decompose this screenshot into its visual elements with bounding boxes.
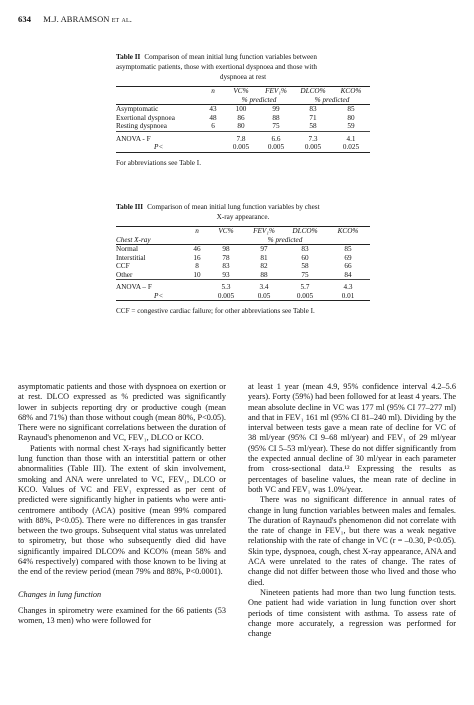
table-header-cell <box>208 236 244 245</box>
table-2-header-row-2 <box>116 96 370 105</box>
table-cell: 0.05 <box>244 292 284 301</box>
table-cell: 71 <box>309 113 317 122</box>
table-cell: 82 <box>260 262 268 270</box>
table-row <box>116 271 370 280</box>
table-cell: Other <box>116 270 133 279</box>
table-row <box>116 254 370 263</box>
table-header-cell: KCO% <box>326 227 370 236</box>
table-cell: ANOVA – F <box>116 280 186 292</box>
table-cell <box>186 292 208 301</box>
table-cell: 6.6 <box>258 131 294 143</box>
table-cell: 6 <box>211 122 215 130</box>
table-row <box>116 262 370 271</box>
table-header-cell <box>326 236 370 245</box>
table-cell: 98 <box>222 245 230 253</box>
table-cell <box>202 131 224 143</box>
table-cell: Asymptomatic <box>116 105 159 113</box>
table-header-cell: VC% <box>208 227 244 236</box>
table-header-cell: n <box>186 227 208 236</box>
table-cell <box>202 143 224 152</box>
table-cell: 43 <box>209 105 217 113</box>
table-anova-row <box>116 131 370 143</box>
table-3-header-row-2 <box>116 236 370 245</box>
table-2-header-row <box>116 87 370 96</box>
table-2 <box>116 52 370 167</box>
table-cell: 97 <box>260 245 268 253</box>
table-cell: ANOVA - F <box>116 131 202 143</box>
table-cell: 84 <box>344 270 352 279</box>
running-authors: M.J. ABRAMSON et al. <box>43 14 132 24</box>
table-cell: 0.005 <box>284 292 326 301</box>
table-3-caption-line2: X-ray appearance. <box>216 213 270 221</box>
table-2-caption-line1: Comparison of mean initial lung function variables between <box>144 53 317 61</box>
table-3-caption <box>116 202 370 222</box>
table-cell: 58 <box>301 262 309 270</box>
table-cell: 86 <box>237 113 245 122</box>
table-header-cell <box>116 87 202 96</box>
table-cell: 85 <box>344 245 352 253</box>
table-cell: 59 <box>347 122 355 130</box>
table-cell: 5.7 <box>284 280 326 292</box>
table-cell: 60 <box>301 253 309 262</box>
table-cell: 93 <box>222 270 230 279</box>
table-cell: 0.005 <box>258 143 294 152</box>
table-cell: 88 <box>260 270 268 279</box>
table-cell: 88 <box>272 113 280 122</box>
table-row <box>116 114 370 123</box>
table-header-cell <box>116 96 202 105</box>
table-cell: 48 <box>209 113 217 122</box>
table-cell: 69 <box>344 253 352 262</box>
table-cell: 10 <box>193 270 201 279</box>
table-header-cell: Chest X-ray <box>116 236 186 245</box>
table-cell: 4.1 <box>332 131 370 143</box>
table-2-grid <box>116 86 370 153</box>
table-cell: 0.01 <box>326 292 370 301</box>
table-cell: 46 <box>193 245 201 253</box>
table-anova-row <box>116 280 370 292</box>
left-column <box>18 382 226 627</box>
table-cell: Normal <box>116 245 138 253</box>
right-column <box>248 382 456 639</box>
table-cell: 0.005 <box>294 143 332 152</box>
table-header-cell <box>202 96 224 105</box>
table-header-cell: VC% <box>224 87 258 96</box>
table-header-cell <box>116 227 186 236</box>
table-cell: 5.3 <box>208 280 244 292</box>
table-header-cell: % predicted <box>244 236 326 245</box>
table-cell: 16 <box>193 253 201 262</box>
running-head <box>18 14 132 24</box>
table-cell: 7.3 <box>294 131 332 143</box>
table-cell: 0.005 <box>224 143 258 152</box>
table-cell: 83 <box>301 245 309 253</box>
table-header-cell: DLCO% <box>294 87 332 96</box>
table-header-cell: n <box>202 87 224 96</box>
table-cell: 100 <box>235 105 247 113</box>
table-cell: P< <box>116 292 186 301</box>
table-3 <box>116 202 370 315</box>
table-cell: 0.025 <box>332 143 370 152</box>
table-header-cell: DLCO% <box>284 227 326 236</box>
table-cell: 66 <box>344 262 352 270</box>
table-header-cell: KCO% <box>332 87 370 96</box>
table-cell: CCF <box>116 262 130 270</box>
paragraph: at least 1 year (mean 4.9, 95% confidence interval 4.2–5.6 years). Forty (59%) had been followed for at least 4 years. The mean absolute decline in VC was 177 ml (95% CI 77–277 ml) and that in FEV₁ 161 ml (95% CI 81–240 ml). Dividing by the interval between tests gave a mean rate of decline for VC of 38 ml/year (95% CI 9–68 ml/year) and FEV₁ of 29 ml/year (95% CI 5–53 ml/year). These do not differ significantly from the expected annual decline of 30 ml/year in each parameter from cross-sectional data.¹² Expressing the results as percentages of baseline values, the mean rate of decline in both VC and FEV₁ was 1.0%/year. <box>248 382 456 494</box>
table-cell: 3.4 <box>244 280 284 292</box>
table-2-footnote: For abbreviations see Table I. <box>116 158 201 167</box>
table-cell: P< <box>116 143 202 152</box>
table-cell: 75 <box>272 122 280 130</box>
table-2-caption-line2: asymptomatic patients, those with exertional dyspnoea and those with <box>116 63 318 71</box>
table-cell: 80 <box>347 113 355 122</box>
paragraph: Nineteen patients had more than two lung function tests. One patient had wide variation in lung function over short periods of time consistent with asthma. To assess rate of change more accurately, a regression was performed for change <box>248 587 456 639</box>
table-cell: Exertional dyspnoea <box>116 113 175 122</box>
table-3-header-row <box>116 227 370 236</box>
table-header-cell: % predicted <box>224 96 294 105</box>
table-cell: 78 <box>222 253 230 262</box>
table-cell: 8 <box>195 262 199 270</box>
table-3-label: Table III <box>116 203 144 211</box>
table-cell: 80 <box>237 122 245 130</box>
table-cell: 99 <box>272 105 280 113</box>
table-header-cell: % predicted <box>294 96 370 105</box>
paragraph: There was no significant difference in annual rates of change in lung function variables between males and females. The duration of Raynaud's phenomenon did not correlate with the rate of change in FEV₁, but there was a weak negative relationship with the rate of change in VC (r = –0.30, P<0.05). Skin type, dyspnoea, cough, chest X-ray appearance, ANA and ACA were unrelated to the rates of change. The rates of change did not differ between those who lived and those who died. <box>248 495 456 587</box>
table-2-caption-line3: dyspnoea at rest <box>219 73 267 81</box>
table-2-label: Table II <box>116 53 141 61</box>
table-2-caption <box>116 52 370 82</box>
table-cell: 58 <box>309 122 317 130</box>
table-cell: 85 <box>347 105 355 113</box>
table-3-caption-line1: Comparison of mean initial lung function variables by chest <box>147 203 320 211</box>
table-cell: 83 <box>222 262 230 270</box>
table-cell: 83 <box>309 105 317 113</box>
table-cell: 0.005 <box>208 292 244 301</box>
table-cell: 7.8 <box>224 131 258 143</box>
table-row <box>116 245 370 254</box>
table-cell: 81 <box>260 253 268 262</box>
table-cell: Resting dyspnoea <box>116 122 167 130</box>
table-cell: Interstitial <box>116 253 146 262</box>
table-header-cell: FEV₁% <box>258 87 294 96</box>
table-header-cell: FEV₁% <box>244 227 284 236</box>
table-header-cell <box>186 236 208 245</box>
paragraph: Patients with normal chest X-rays had significantly better lung function than those with an interstitial pattern or other abnormalities (Table III). The extent of skin involvement, smoking and ANA were unrelated to VC, FEV₁, DLCO or KCO. Values of VC and FEV₁ expressed as per cent of predicted were significantly higher in patients who were anti-centromere antibody (ACA) positive (mean 99% compared with 88%, P<0.05). There were no differences in gas transfer between the two groups. Subsequent vital status was unrelated to spirometry, but those who subsequently died did have significantly impaired DLCO% and KCO% (mean 58% and 64% respectively) compared with those known to be living at the end of the review period (mean 79% and 88%, P<0.0001). <box>18 443 226 577</box>
paragraph: Changes in spirometry were examined for the 66 patients (53 women, 13 men) who were followed for <box>18 605 226 626</box>
paragraph: asymptomatic patients and those with dyspnoea on exertion or at rest. DLCO expressed as % predicted was significantly lower in subjects reporting dry or productive cough (mean 68% and 71%) than those without cough (mean 80%, P<0.05). There were no significant correlations between the duration of Raynaud's phenomenon and VC, FEV₁, DLCO or KCO. <box>18 382 226 443</box>
table-row <box>116 122 370 131</box>
table-cell <box>186 280 208 292</box>
section-heading: Changes in lung function <box>18 589 102 599</box>
table-3-footnote: CCF = congestive cardiac failure; for other abbreviations see Table I. <box>116 307 315 315</box>
table-cell: 75 <box>301 270 309 279</box>
table-p-row <box>116 143 370 152</box>
page-number: 634 <box>18 14 32 24</box>
table-cell: 4.3 <box>326 280 370 292</box>
table-3-grid <box>116 226 370 301</box>
table-p-row <box>116 292 370 301</box>
table-row <box>116 105 370 114</box>
